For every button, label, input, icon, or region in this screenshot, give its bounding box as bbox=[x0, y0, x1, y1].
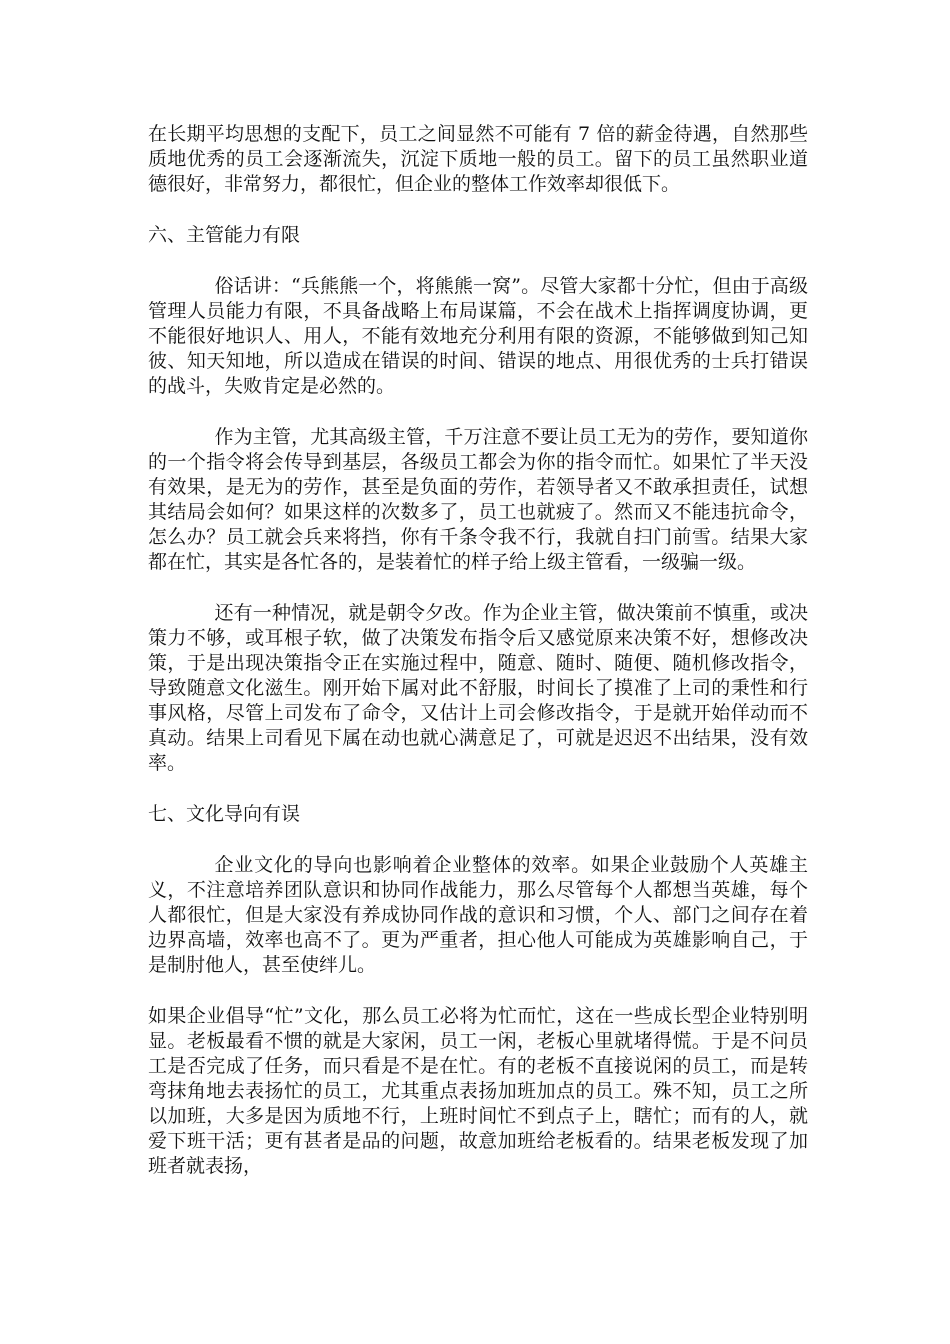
paragraph-busy-culture: 如果企业倡导“忙”文化，那么员工必将为忙而忙，这在一些成长型企业特别明显。老板最看不惯的就是大家闲，员工一闲，老板心里就堵得慌。于是不问员工是否完成了任务，而只看是不是在忙。有的老板不直接说闲的员工，而是转弯抹角地去表扬忙的员工，尤其重点表扬加班加点的员工。殊不知，员工之所以加班，大多是因为质地不行，上班时间忙不到点子上，瞎忙；而有的人，就爱下班干活；更有甚者是品的问题，故意加班给老板看的。结果老板发现了加班者就表扬， bbox=[148, 1005, 808, 1177]
paragraph-spacer bbox=[148, 197, 808, 223]
paragraph-proverb: 俗话讲：“兵熊熊一个，将熊熊一窝”。尽管大家都十分忙，但由于高级管理人员能力有限，不具备战略上布局谋篇，不会在战术上指挥调度协调，更不能很好地识人、用人，不能有效地充分利用有限的资源，不能够做到知己知彼、知天知地，所以造成在错误的时间、错误的地点、用很优秀的士兵打错误的战斗，失败肯定是必然的。 bbox=[148, 275, 808, 397]
paragraph-spacer bbox=[148, 248, 808, 274]
paragraph-spacer bbox=[148, 827, 808, 853]
paragraph-spacer bbox=[148, 978, 808, 1004]
section-heading-management-ability: 六、主管能力有限 bbox=[148, 224, 301, 246]
paragraph-changing-orders: 还有一种情况，就是朝令夕改。作为企业主管，做决策前不慎重，或决策力不够，或耳根子软，做了决策发布指令后又感觉原来决策不好，想修改决策，于是出现决策指令正在实施过程中，随意、随时、随便、随机修改指令，导致随意文化滋生。刚开始下属对此不舒服，时间长了摸准了上司的秉性和行事风格，尽管上司发布了命令，又估计上司会修改指令，于是就开始佯动而不真动。结果上司看见下属在动也就心满意足了，可就是迟迟不出结果，没有效率。 bbox=[148, 602, 808, 774]
section-heading-culture-direction: 七、文化导向有误 bbox=[148, 803, 301, 825]
document-page bbox=[148, 122, 808, 1179]
paragraph-spacer bbox=[148, 399, 808, 425]
paragraph-spacer bbox=[148, 575, 808, 601]
paragraph-enterprise-culture: 企业文化的导向也影响着企业整体的效率。如果企业鼓励个人英雄主义，不注意培养团队意识和协同作战能力，那么尽管每个人都想当英雄，每个人都很忙，但是大家没有养成协同作战的意识和习惯，个人、部门之间存在着边界高墙，效率也高不了。更为严重者，担心他人可能成为英雄影响自己，于是制肘他人，甚至使绊儿。 bbox=[148, 854, 808, 976]
paragraph-spacer bbox=[148, 776, 808, 802]
paragraph-senior-manager: 作为主管，尤其高级主管，千万注意不要让员工无为的劳作，要知道你的一个指令将会传导到基层，各级员工都会为你的指令而忙。如果忙了半天没有效果，是无为的劳作，甚至是负面的劳作，若领导者又不敢承担责任，试想其结局会如何？如果这样的次数多了，员工也就疲了。然而又不能违抗命令，怎么办？员工就会兵来将挡，你有千条令我不行，我就自扫门前雪。结果大家都在忙，其实是各忙各的，是装着忙的样子给上级主管看，一级骗一级。 bbox=[148, 426, 808, 573]
paragraph-pay-equality: 在长期平均思想的支配下，员工之间显然不可能有 7 倍的薪金待遇，自然那些质地优秀的员工会逐渐流失，沉淀下质地一般的员工。留下的员工虽然职业道德很好，非常努力，都很忙，但企业的整体工作效率却很低下。 bbox=[148, 123, 808, 195]
